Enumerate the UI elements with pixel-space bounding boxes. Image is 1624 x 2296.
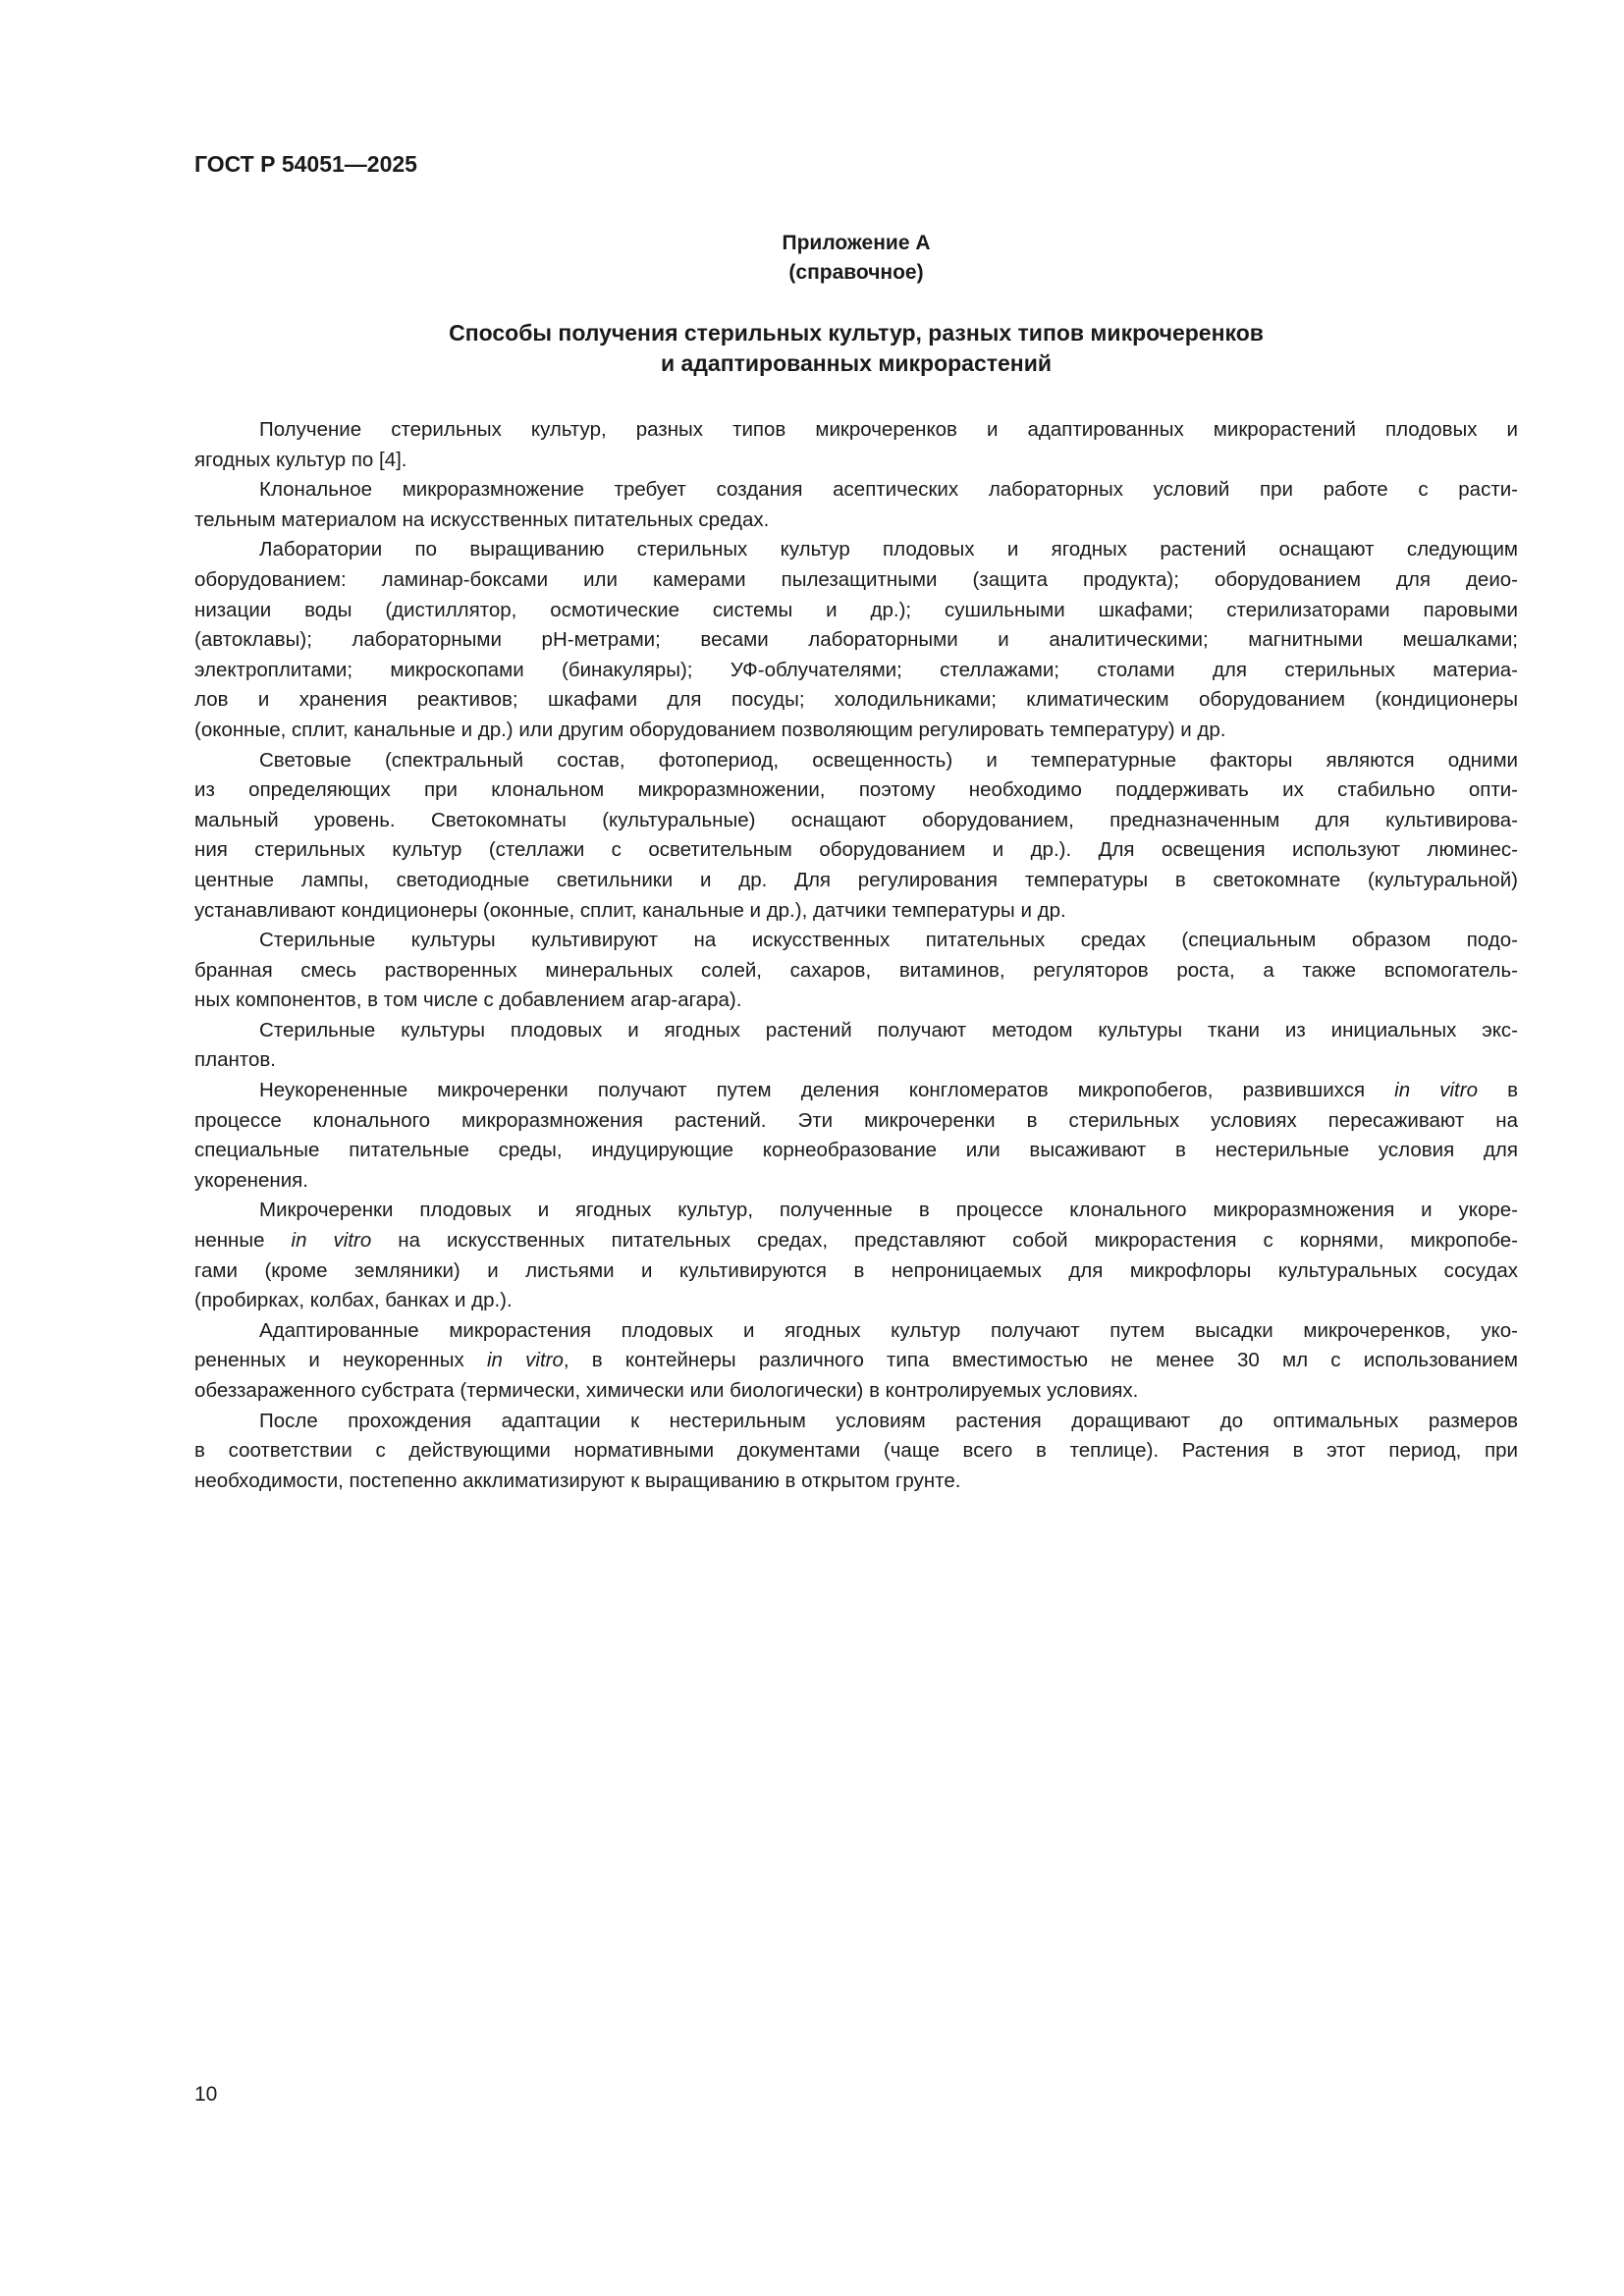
text-line: ягодных культур по [4]. — [194, 448, 407, 471]
text-line: процессе клонального микроразмножения растений. Эти микрочеренки в стерильных условиях пересаживают на — [194, 1108, 1518, 1132]
paragraph — [194, 415, 1518, 475]
paragraph — [194, 535, 1518, 745]
text-line: бранная смесь растворенных минеральных солей, сахаров, витаминов, регуляторов роста, а также вспомогатель- — [194, 958, 1518, 982]
text-line: из определяющих при клональном микроразмножении, поэтому необходимо поддерживать их стабильно опти- — [194, 778, 1518, 802]
text-line: Стерильные культуры культивируют на искусственных питательных средах (специальным образом подо- — [259, 929, 1518, 952]
italic-term: in vitro — [291, 1229, 372, 1253]
text-line: в соответствии с действующими нормативными документами (чаще всего в теплице). Растения в этот период, при — [194, 1439, 1518, 1463]
italic-term: in vitro — [1394, 1079, 1478, 1102]
annex-label: Приложение А — [782, 232, 931, 254]
text-line: устанавливают кондиционеры (оконные, сплит, канальные и др.), датчики температуры и др. — [194, 898, 1066, 922]
paragraph — [194, 475, 1518, 535]
text-line: обеззараженного субстрата (термически, химически или биологически) в контролируемых условиях. — [194, 1379, 1139, 1402]
text-line: Лаборатории по выращиванию стерильных культур плодовых и ягодных растений оснащают следующим — [259, 538, 1518, 561]
title-line: и адаптированных микрорастений — [661, 350, 1052, 376]
paragraph — [194, 1316, 1518, 1407]
text-line: ния стерильных культур (стеллажи с осветительным оборудованием и др.). Для освещения используют люминес- — [194, 838, 1518, 862]
text-line: (пробирках, колбах, банках и др.). — [194, 1289, 513, 1312]
paragraph — [194, 926, 1518, 1016]
text-line: ных компонентов, в том числе с добавлением агар-агара). — [194, 988, 742, 1012]
text-line: (оконные, сплит, канальные и др.) или другим оборудованием позволяющим регулировать температуру) и др. — [194, 718, 1226, 741]
text-line: Адаптированные микрорастения плодовых и ягодных культур получают путем высадки микрочеренков, уко- — [259, 1318, 1518, 1342]
text-line: плантов. — [194, 1048, 276, 1072]
text-line: мальный уровень. Светокомнаты (культуральные) оснащают оборудованием, предназначенным для культивирова- — [194, 808, 1518, 831]
text-line: Световые (спектральный состав, фотопериод, освещенность) и температурные факторы являются одними — [259, 748, 1518, 772]
text-line: оборудованием: ламинар-боксами или камерами пылезащитными (защита продукта); оборудованием для деио- — [194, 567, 1518, 591]
paragraph — [194, 746, 1518, 927]
text-line: Стерильные культуры плодовых и ягодных растений получают методом культуры ткани из инициальных экс- — [259, 1018, 1518, 1041]
text-line: тельным материалом на искусственных питательных средах. — [194, 507, 770, 531]
text-line: (автоклавы); лабораторными pH-метрами; весами лабораторными и аналитическими; магнитными мешалками; — [194, 628, 1518, 652]
paragraph — [194, 1196, 1518, 1315]
paragraph — [194, 1407, 1518, 1497]
document-id: ГОСТ Р 54051—2025 — [194, 151, 417, 177]
text-line: необходимости, постепенно акклиматизируют к выращиванию в открытом грунте. — [194, 1468, 961, 1492]
paragraph — [194, 1016, 1518, 1076]
text-line: низации воды (дистиллятор, осмотические системы и др.); сушильными шкафами; стерилизаторами паровыми — [194, 598, 1518, 621]
text-line: Микрочеренки плодовых и ягодных культур, полученные в процессе клонального микроразмножения и укоре- — [259, 1199, 1518, 1222]
text-line: лов и хранения реактивов; шкафами для посуды; холодильниками; климатическим оборудованием (кондиционеры — [194, 688, 1518, 712]
text-line: центные лампы, светодиодные светильники и др. Для регулирования температуры в светокомнате (культуральной) — [194, 868, 1518, 891]
text-line: После прохождения адаптации к нестерильным условиям растения доращивают до оптимальных размеров — [259, 1409, 1518, 1432]
text-line: специальные питательные среды, индуцирующие корнеобразование или высаживают в нестерильные условия для — [194, 1139, 1518, 1162]
annex-status: (справочное) — [788, 261, 924, 284]
text-line: Неукорененные микрочеренки получают путем деления конгломератов микропобегов, развившихся in vitro в — [259, 1079, 1518, 1102]
text-line: электроплитами; микроскопами (бинакуляры); УФ-облучателями; стеллажами; столами для стерильных материа- — [194, 658, 1518, 681]
text-line: Клональное микроразмножение требует создания асептических лабораторных условий при работе с расти- — [259, 478, 1518, 502]
annex-heading — [194, 229, 1518, 288]
text-line: гами (кроме земляники) и листьями и культивируются в непроницаемых для микрофлоры культуральных сосудах — [194, 1258, 1518, 1282]
italic-term: in vitro — [486, 1349, 564, 1372]
section-title — [194, 318, 1518, 379]
text-line: Получение стерильных культур, разных типов микрочеренков и адаптированных микрорастений плодовых и — [259, 418, 1518, 441]
paragraph — [194, 1076, 1518, 1196]
body-text — [194, 415, 1518, 1496]
page-number: 10 — [194, 2083, 218, 2106]
text-line: ненные in vitro на искусственных питательных средах, представляют собой микрорастения с корнями, микропобе- — [194, 1229, 1518, 1253]
title-line: Способы получения стерильных культур, разных типов микрочеренков — [449, 320, 1264, 346]
text-line: рененных и неукоренных in vitro, в контейнеры различного типа вместимостью не менее 30 мл с использованием — [194, 1349, 1518, 1372]
text-line: укоренения. — [194, 1168, 308, 1192]
